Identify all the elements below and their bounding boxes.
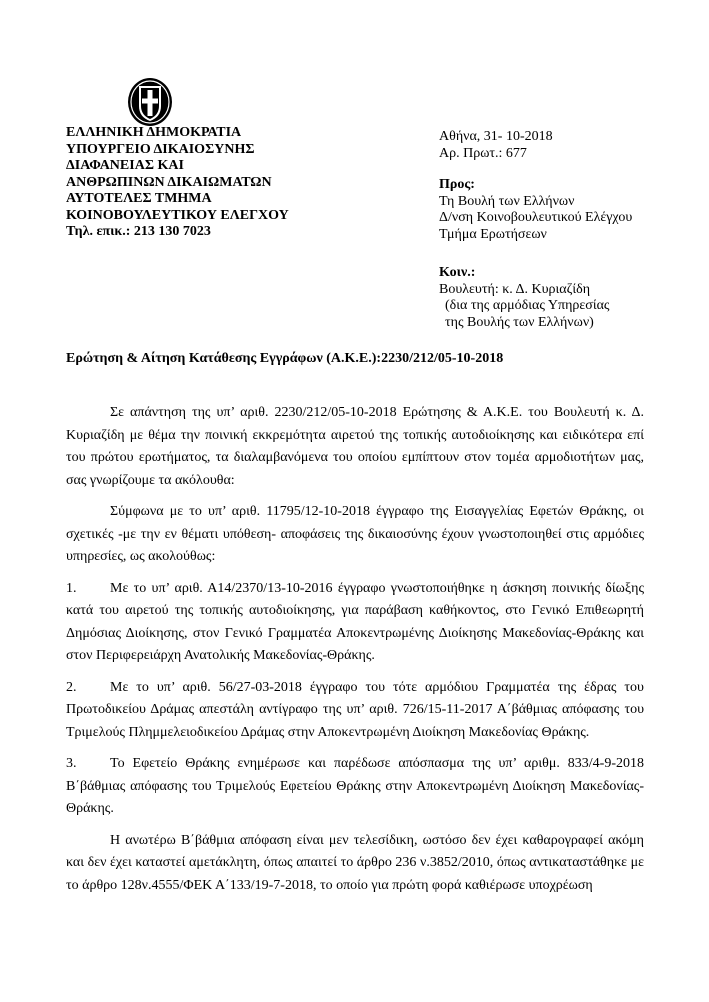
to-line: Τμήμα Ερωτήσεων: [439, 226, 547, 242]
greek-coat-of-arms-icon: [127, 77, 173, 127]
org-line: ΕΛΛΗΝΙΚΗ ΔΗΜΟΚΡΑΤΙΑ: [66, 125, 242, 140]
subject-line: Ερώτηση & Αίτηση Κατάθεσης Εγγράφων (Α.Κ.Ε.):2230/212/05-10-2018: [66, 351, 504, 366]
list-item-text: Το Εφετείο Θράκης ενημέρωσε και παρέδωσε απόσπασμα της υπ’ αριθμ. 833/4-9-2018 Β΄βάθμιας απόφασης του Τριμελούς Εφετείου Θράκης στην Αποκεντρωμένη Διοίκηση Μακεδονίας-Θράκης.: [66, 756, 644, 816]
list-item-number: 3.: [66, 756, 77, 771]
org-line: ΑΝΘΡΩΠΙΝΩΝ ΔΙΚΑΙΩΜΑΤΩΝ: [66, 174, 272, 190]
list-item-number: 1.: [66, 580, 77, 596]
issuing-authority-block: [66, 125, 366, 241]
date-line: Αθήνα, 31- 10-2018: [439, 129, 553, 144]
org-line: ΔΙΑΦΑΝΕΙΑΣ ΚΑΙ: [66, 158, 184, 173]
to-line: Δ/νση Κοινοβουλευτικού Ελέγχου: [439, 210, 633, 225]
list-item-text: Με το υπ’ αριθ. Α14/2370/13-10-2016 έγγραφο γνωστοποιήθηκε η άσκηση ποινικής δίωξης κατά του αιρετού της τοπικής αυτοδιοίκησης, για παράβαση καθήκοντος, στο Γενικό Επιθεωρητή Δημόσιας Διοίκησης, στον Γενικό Γραμματέα Αποκεντρωμένης Διοίκησης Μακεδονίας-Θράκης και στον Περιφερειάρχη Ανατολικής Μακεδονίας-Θράκης.: [66, 580, 644, 663]
org-line: ΥΠΟΥΡΓΕΙΟ ΔΙΚΑΙΟΣΥΝΗΣ: [66, 141, 255, 157]
cc-heading: Κοιν.:: [439, 265, 476, 280]
to-line: Τη Βουλή των Ελλήνων: [439, 193, 575, 209]
org-line: ΑΥΤΟΤΕΛΕΣ ΤΜΗΜΑ: [66, 191, 212, 206]
list-item: [66, 677, 644, 745]
body-paragraph: Η ανωτέρω Β΄βάθμια απόφαση είναι μεν τελεσίδικη, ωστόσο δεν έχει καθαρογραφεί ακόμη και δεν έχει καταστεί αμετάκλητη, όπως απαιτεί το άρθρο 236 ν.3852/2010, όπως αντικαταστάθηκε με το άρθρο 128ν.4555/ΦΕΚ Α΄133/19-7-2018, το οποίο για πρώτη φορά καθιέρωσε υποχρέωση: [66, 832, 644, 893]
cc-line: (δια της αρμόδιας Υπηρεσίας: [445, 298, 610, 313]
org-line: ΚΟΙΝΟΒΟΥΛΕΥΤΙΚΟΥ ΕΛΕΓΧΟΥ: [66, 207, 289, 223]
recipient-block: [439, 129, 699, 331]
list-item-number: 2.: [66, 679, 77, 695]
to-heading: Προς:: [439, 177, 475, 192]
list-item: [66, 578, 644, 668]
letter-body: [66, 402, 644, 897]
cc-line: της Βουλής των Ελλήνων): [445, 314, 594, 330]
list-item-text: Με το υπ’ αριθ. 56/27-03-2018 έγγραφο του τότε αρμόδιου Γραμματέα της έδρας του Πρωτοδικείου Δράμας απεστάλη αντίγραφο της υπ’ αριθ. 726/15-11-2017 Α΄βάθμιας απόφασης του Τριμελούς Πλημμελειοδικείου Δράμας στην Αποκεντρωμένη Διοίκηση Μακεδονίας Θράκης.: [66, 679, 644, 740]
body-paragraph: Σε απάντηση της υπ’ αριθ. 2230/212/05-10-2018 Ερώτησης & Α.Κ.Ε. του Βουλευτή κ. Δ. Κυριαζίδη με θέμα την ποινική εκκρεμότητα αιρετού της τοπικής αυτοδιοίκησης και ειδικότερα επί του πρώτου ερωτήματος, τα διαλαμβανόμενα του οποίου εμπίπτουν στον τομέα αρμοδιοτήτων μας, σας γνωρίζουμε τα ακόλουθα:: [66, 405, 644, 488]
phone-line: Τηλ. επικ.: 213 130 7023: [66, 224, 211, 239]
body-paragraph: Σύμφωνα με το υπ’ αριθ. 11795/12-10-2018 έγγραφο της Εισαγγελίας Εφετών Θράκης, οι σχετικές -με την εν θέματι υπόθεση- αποφάσεις της δικαιοσύνης έχουν γνωστοποιηθεί στις αρμόδιες υπηρεσίες, ως ακολούθως:: [66, 504, 644, 564]
protocol-number: Αρ. Πρωτ.: 677: [439, 145, 527, 161]
list-item: [66, 753, 644, 821]
cc-line: Βουλευτή: κ. Δ. Κυριαζίδη: [439, 281, 591, 297]
